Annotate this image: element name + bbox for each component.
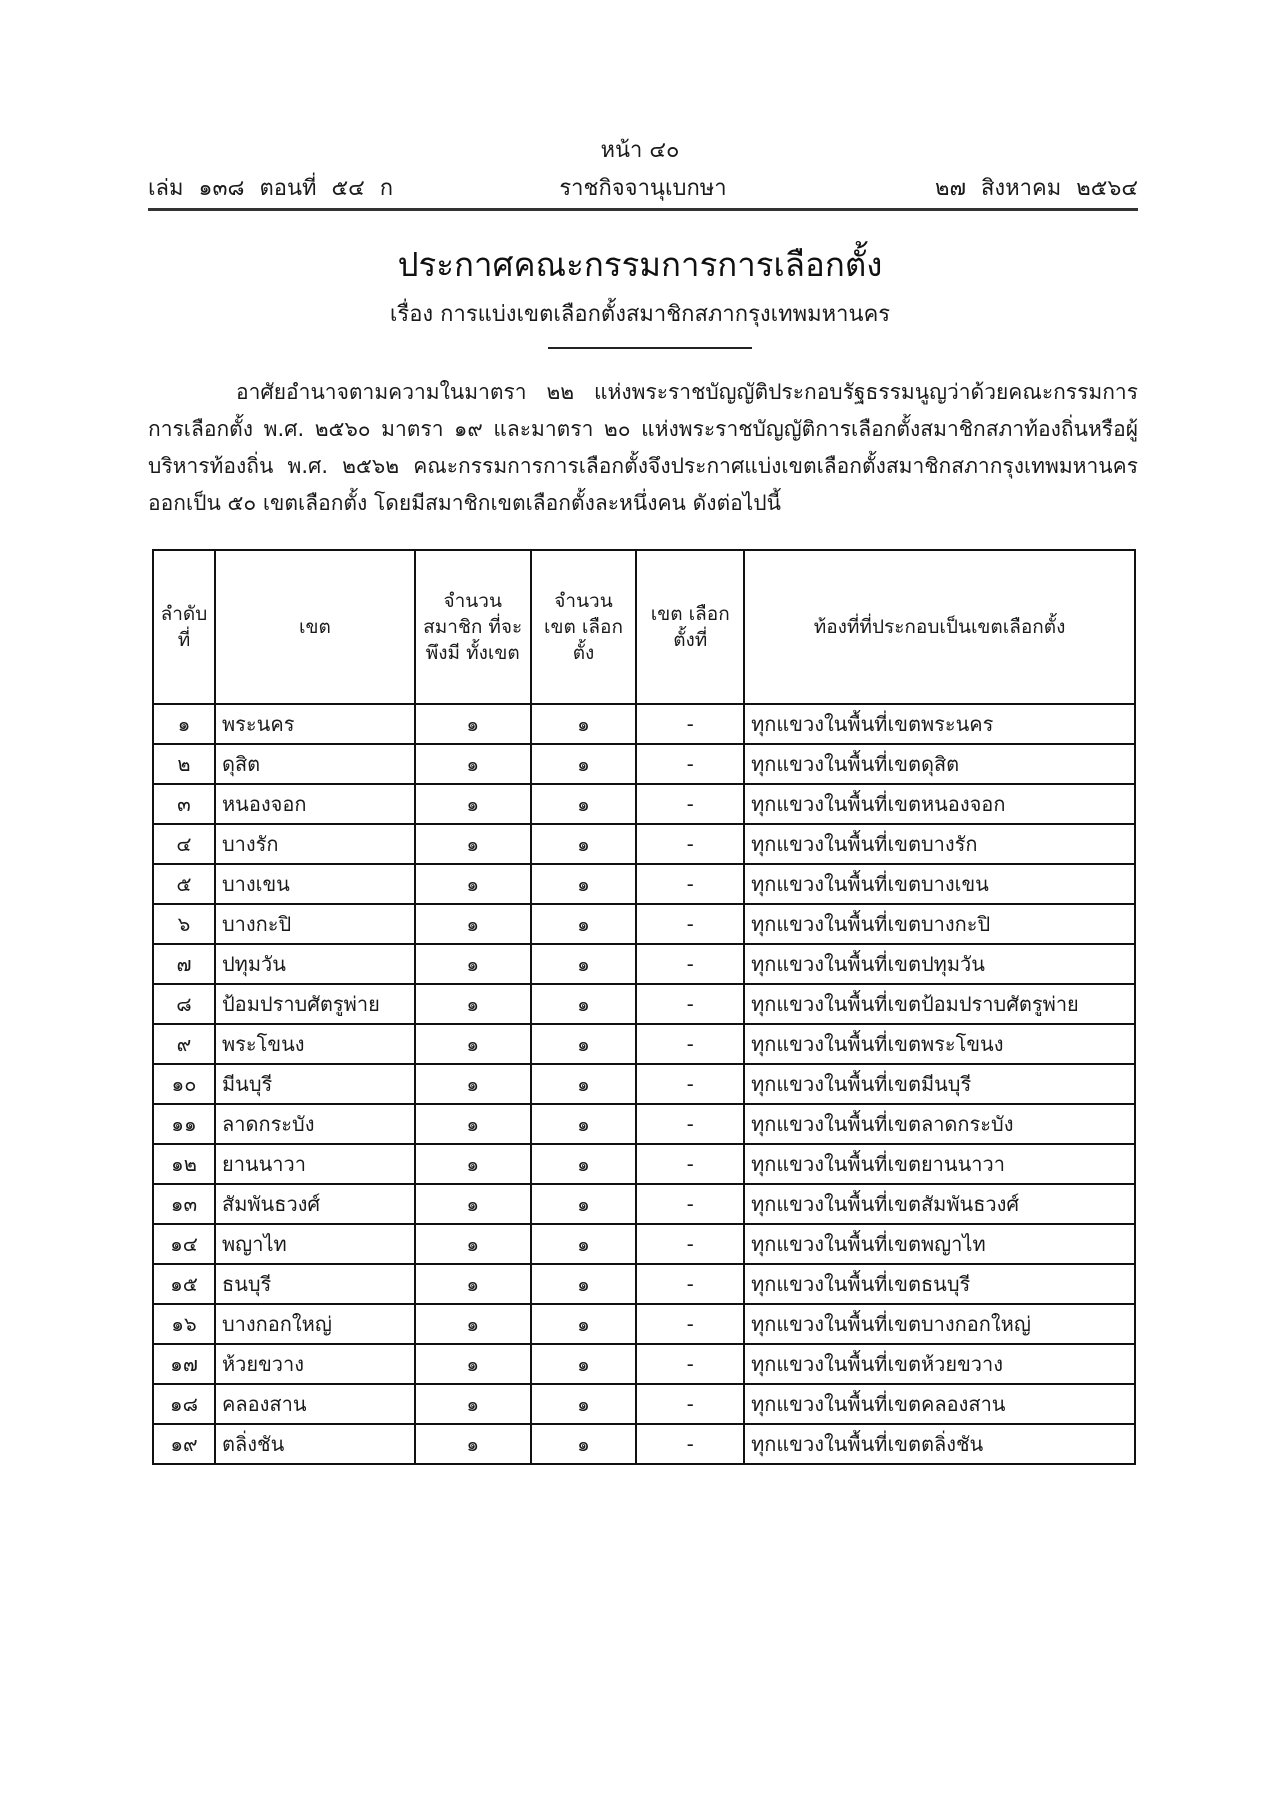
district-name: บางกะปิ <box>215 904 415 944</box>
table-row <box>153 1224 1135 1264</box>
district-table <box>152 549 1136 1465</box>
member-count: ๑ <box>415 1024 531 1064</box>
area-description: ทุกแขวงในพื้นที่เขตคลองสาน <box>744 1384 1135 1424</box>
area-description: ทุกแขวงในพื้นที่เขตสัมพันธวงศ์ <box>744 1184 1135 1224</box>
district-name: พระนคร <box>215 704 415 744</box>
gazette-name: ราชกิจจานุเบกษา <box>559 176 727 201</box>
constituency-count: ๑ <box>531 1064 637 1104</box>
district-name: ดุสิต <box>215 744 415 784</box>
constituency-number: - <box>636 1264 744 1304</box>
member-count: ๑ <box>415 1344 531 1384</box>
row-number: ๑๒ <box>153 1144 215 1184</box>
area-description: ทุกแขวงในพื้นที่เขตห้วยขวาง <box>744 1344 1135 1384</box>
area-description: ทุกแขวงในพื้นที่เขตพญาไท <box>744 1224 1135 1264</box>
row-number: ๑๐ <box>153 1064 215 1104</box>
constituency-count: ๑ <box>531 1104 637 1144</box>
district-name: ธนบุรี <box>215 1264 415 1304</box>
district-name: บางรัก <box>215 824 415 864</box>
publication-date: ๒๗ สิงหาคม ๒๕๖๔ <box>934 176 1138 201</box>
table-row <box>153 904 1135 944</box>
row-number: ๕ <box>153 864 215 904</box>
member-count: ๑ <box>415 944 531 984</box>
constituency-number: - <box>636 1064 744 1104</box>
district-name: พญาไท <box>215 1224 415 1264</box>
table-row <box>153 824 1135 864</box>
header-area: ท้องที่ที่ประกอบเป็นเขตเลือกตั้ง <box>744 550 1135 704</box>
area-description: ทุกแขวงในพื้นที่เขตมีนบุรี <box>744 1064 1135 1104</box>
district-name: ยานนาวา <box>215 1144 415 1184</box>
area-description: ทุกแขวงในพื้นที่เขตพระโขนง <box>744 1024 1135 1064</box>
area-description: ทุกแขวงในพื้นที่เขตบางเขน <box>744 864 1135 904</box>
district-name: ป้อมปราบศัตรูพ่าย <box>215 984 415 1024</box>
table-row <box>153 984 1135 1024</box>
constituency-count: ๑ <box>531 1304 637 1344</box>
table-row <box>153 1424 1135 1464</box>
row-number: ๙ <box>153 1024 215 1064</box>
table-row <box>153 704 1135 744</box>
header-divider <box>148 208 1138 211</box>
row-number: ๑๘ <box>153 1384 215 1424</box>
row-number: ๓ <box>153 784 215 824</box>
volume-issue: เล่ม ๑๓๘ ตอนที่ ๕๔ ก <box>148 176 394 201</box>
member-count: ๑ <box>415 864 531 904</box>
row-number: ๒ <box>153 744 215 784</box>
district-name: สัมพันธวงศ์ <box>215 1184 415 1224</box>
announcement-subject: เรื่อง การแบ่งเขตเลือกตั้งสมาชิกสภากรุงเทพมหานคร <box>389 302 891 327</box>
constituency-number: - <box>636 864 744 904</box>
header-order: ลำดับ ที่ <box>153 550 215 704</box>
gazette-header <box>148 170 1138 204</box>
district-name: ปทุมวัน <box>215 944 415 984</box>
area-description: ทุกแขวงในพื้นที่เขตดุสิต <box>744 744 1135 784</box>
area-description: ทุกแขวงในพื้นที่เขตยานนาวา <box>744 1144 1135 1184</box>
constituency-number: - <box>636 1144 744 1184</box>
constituency-number: - <box>636 984 744 1024</box>
row-number: ๑๓ <box>153 1184 215 1224</box>
table-row <box>153 1304 1135 1344</box>
area-description: ทุกแขวงในพื้นที่เขตลาดกระบัง <box>744 1104 1135 1144</box>
constituency-count: ๑ <box>531 704 637 744</box>
table-row <box>153 864 1135 904</box>
header-district: เขต <box>215 550 415 704</box>
row-number: ๑๕ <box>153 1264 215 1304</box>
district-name: หนองจอก <box>215 784 415 824</box>
member-count: ๑ <box>415 1384 531 1424</box>
member-count: ๑ <box>415 1304 531 1344</box>
constituency-number: - <box>636 1424 744 1464</box>
table-row <box>153 1344 1135 1384</box>
constituency-count: ๑ <box>531 744 637 784</box>
area-description: ทุกแขวงในพื้นที่เขตบางกอกใหญ่ <box>744 1304 1135 1344</box>
member-count: ๑ <box>415 784 531 824</box>
member-count: ๑ <box>415 1144 531 1184</box>
constituency-count: ๑ <box>531 1384 637 1424</box>
constituency-number: - <box>636 704 744 744</box>
table-row <box>153 1144 1135 1184</box>
row-number: ๑๑ <box>153 1104 215 1144</box>
constituency-count: ๑ <box>531 1144 637 1184</box>
district-name: พระโขนง <box>215 1024 415 1064</box>
header-constituency-no: เขต เลือกตั้งที่ <box>636 550 744 704</box>
area-description: ทุกแขวงในพื้นที่เขตปทุมวัน <box>744 944 1135 984</box>
district-name: ห้วยขวาง <box>215 1344 415 1384</box>
constituency-number: - <box>636 1224 744 1264</box>
constituency-number: - <box>636 1104 744 1144</box>
constituency-count: ๑ <box>531 904 637 944</box>
district-name: บางเขน <box>215 864 415 904</box>
row-number: ๑๖ <box>153 1304 215 1344</box>
constituency-count: ๑ <box>531 1224 637 1264</box>
district-name: ลาดกระบัง <box>215 1104 415 1144</box>
title-divider <box>548 347 752 349</box>
constituency-number: - <box>636 1344 744 1384</box>
member-count: ๑ <box>415 824 531 864</box>
body-text: อาศัยอำนาจตามความในมาตรา ๒๒ แห่งพระราชบัญญัติประกอบรัฐธรรมนูญว่าด้วยคณะกรรมการการเลือกตั้ง พ.ศ. ๒๕๖๐ มาตรา ๑๙ และมาตรา ๒๐ แห่งพระราชบัญญัติการเลือกตั้งสมาชิกสภาท้องถิ่นหรือผู้บริหารท้องถิ่น พ.ศ. ๒๕๖๒ คณะกรรมการการเลือกตั้งจึงประกาศแบ่งเขตเลือกตั้งสมาชิกสภากรุงเทพมหานคร ออกเป็น ๕๐ เขตเลือกตั้ง โดยมีสมาชิกเขตเลือกตั้งละหนึ่งคน ดังต่อไปนี้ <box>148 380 1138 515</box>
area-description: ทุกแขวงในพื้นที่เขตหนองจอก <box>744 784 1135 824</box>
row-number: ๔ <box>153 824 215 864</box>
constituency-number: - <box>636 1384 744 1424</box>
district-name: ตลิ่งชัน <box>215 1424 415 1464</box>
member-count: ๑ <box>415 1104 531 1144</box>
row-number: ๑ <box>153 704 215 744</box>
area-description: ทุกแขวงในพื้นที่เขตป้อมปราบศัตรูพ่าย <box>744 984 1135 1024</box>
header-constituencies: จำนวน เขต เลือกตั้ง <box>531 550 637 704</box>
constituency-number: - <box>636 904 744 944</box>
area-description: ทุกแขวงในพื้นที่เขตบางรัก <box>744 824 1135 864</box>
member-count: ๑ <box>415 904 531 944</box>
district-name: บางกอกใหญ่ <box>215 1304 415 1344</box>
member-count: ๑ <box>415 1424 531 1464</box>
constituency-count: ๑ <box>531 1264 637 1304</box>
constituency-number: - <box>636 1184 744 1224</box>
table-row <box>153 1024 1135 1064</box>
constituency-number: - <box>636 1024 744 1064</box>
constituency-number: - <box>636 1304 744 1344</box>
district-name: มีนบุรี <box>215 1064 415 1104</box>
constituency-number: - <box>636 944 744 984</box>
constituency-count: ๑ <box>531 1184 637 1224</box>
constituency-count: ๑ <box>531 1344 637 1384</box>
page-number: หน้า ๔๐ <box>600 138 680 163</box>
header-members: จำนวน สมาชิก ที่จะพึงมี ทั้งเขต <box>415 550 531 704</box>
area-description: ทุกแขวงในพื้นที่เขตธนบุรี <box>744 1264 1135 1304</box>
table-row <box>153 1384 1135 1424</box>
member-count: ๑ <box>415 1184 531 1224</box>
area-description: ทุกแขวงในพื้นที่เขตบางกะปิ <box>744 904 1135 944</box>
table-row <box>153 944 1135 984</box>
member-count: ๑ <box>415 744 531 784</box>
member-count: ๑ <box>415 984 531 1024</box>
constituency-number: - <box>636 784 744 824</box>
body-paragraph <box>148 374 1138 522</box>
row-number: ๖ <box>153 904 215 944</box>
member-count: ๑ <box>415 1064 531 1104</box>
announcement-title: ประกาศคณะกรรมการการเลือกตั้ง <box>397 245 883 284</box>
area-description: ทุกแขวงในพื้นที่เขตตลิ่งชัน <box>744 1424 1135 1464</box>
constituency-number: - <box>636 824 744 864</box>
constituency-count: ๑ <box>531 1424 637 1464</box>
constituency-count: ๑ <box>531 864 637 904</box>
row-number: ๑๔ <box>153 1224 215 1264</box>
constituency-count: ๑ <box>531 1024 637 1064</box>
constituency-count: ๑ <box>531 984 637 1024</box>
constituency-count: ๑ <box>531 824 637 864</box>
table-header-row <box>153 550 1135 704</box>
member-count: ๑ <box>415 1264 531 1304</box>
constituency-count: ๑ <box>531 784 637 824</box>
row-number: ๗ <box>153 944 215 984</box>
constituency-count: ๑ <box>531 944 637 984</box>
table-row <box>153 1264 1135 1304</box>
member-count: ๑ <box>415 1224 531 1264</box>
member-count: ๑ <box>415 704 531 744</box>
row-number: ๑๙ <box>153 1424 215 1464</box>
constituency-number: - <box>636 744 744 784</box>
table-row <box>153 1184 1135 1224</box>
row-number: ๑๗ <box>153 1344 215 1384</box>
district-name: คลองสาน <box>215 1384 415 1424</box>
table-row <box>153 744 1135 784</box>
row-number: ๘ <box>153 984 215 1024</box>
table-row <box>153 1064 1135 1104</box>
table-row <box>153 784 1135 824</box>
table-row <box>153 1104 1135 1144</box>
area-description: ทุกแขวงในพื้นที่เขตพระนคร <box>744 704 1135 744</box>
